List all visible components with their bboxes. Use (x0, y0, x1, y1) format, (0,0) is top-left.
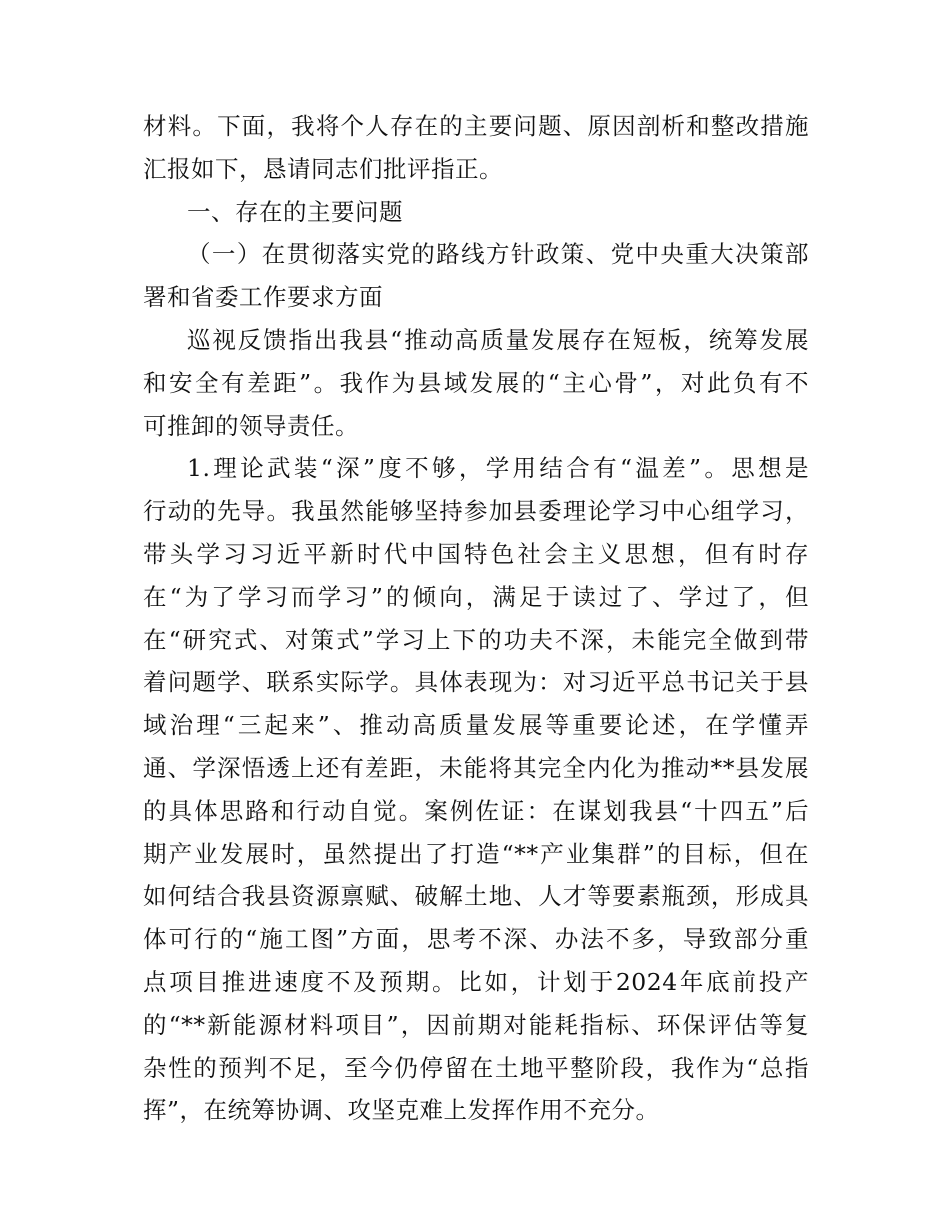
text-line: 域治理“三起来”、推动高质量发展等重要论述，在学懂弄 (143, 711, 809, 740)
paragraph (143, 191, 809, 234)
text-line: 的“**新能源材料项目”，因前期对能耗指标、环保评估等复 (143, 1010, 809, 1039)
paragraph (143, 447, 809, 1132)
text-line: 杂性的预判不足，至今仍停留在土地平整阶段，我作为“总指 (143, 1053, 809, 1082)
text-line: 着问题学、联系实际学。具体表现为：对习近平总书记关于县 (143, 668, 809, 697)
text-line: 在“研究式、对策式”学习上下的功夫不深，未能完全做到带 (143, 625, 809, 654)
text-line: 体可行的“施工图”方面，思考不深、办法不多，导致部分重 (143, 925, 809, 954)
text-line: （一）在贯彻落实党的路线方针政策、党中央重大决策部 (187, 240, 809, 269)
text-line: 1.理论武装“深”度不够，学用结合有“温差”。思想是 (187, 454, 809, 483)
text-line: 通、学深悟透上还有差距，未能将其完全内化为推动**县发展 (143, 753, 809, 782)
text-line: 在“为了学习而学习”的倾向，满足于读过了、学过了，但 (143, 582, 809, 611)
text-line: 材料。下面，我将个人存在的主要问题、原因剖析和整改措施 (143, 112, 809, 140)
text-line: 汇报如下，恳请同志们批评指正。 (143, 154, 503, 183)
text-line: 可推卸的领导责任。 (143, 411, 359, 440)
text-line: 和安全有差距”。我作为县域发展的“主心骨”，对此负有不 (143, 368, 809, 397)
text-line: 点项目推进速度不及预期。比如，计划于2024年底前投产 (143, 967, 809, 996)
text-line: 的具体思路和行动自觉。案例佐证：在谋划我县“十四五”后 (143, 796, 809, 825)
paragraph (143, 105, 809, 191)
paragraph (143, 319, 809, 447)
text-line: 挥”，在统筹协调、攻坚克难上发挥作用不充分。 (143, 1096, 660, 1125)
paragraph (143, 233, 809, 319)
text-line: 巡视反馈指出我县“推动高质量发展存在短板，统筹发展 (187, 325, 809, 354)
text-line: 带头学习习近平新时代中国特色社会主义思想，但有时存 (143, 539, 809, 568)
text-line: 行动的先导。我虽然能够坚持参加县委理论学习中心组学习， (143, 497, 809, 526)
document-page (143, 105, 809, 1132)
text-line: 一、存在的主要问题 (187, 197, 403, 226)
text-line: 期产业发展时，虽然提出了打造“**产业集群”的目标，但在 (143, 839, 809, 868)
text-line: 如何结合我县资源禀赋、破解土地、人才等要素瓶颈，形成具 (143, 882, 809, 911)
text-line: 署和省委工作要求方面 (143, 283, 383, 312)
